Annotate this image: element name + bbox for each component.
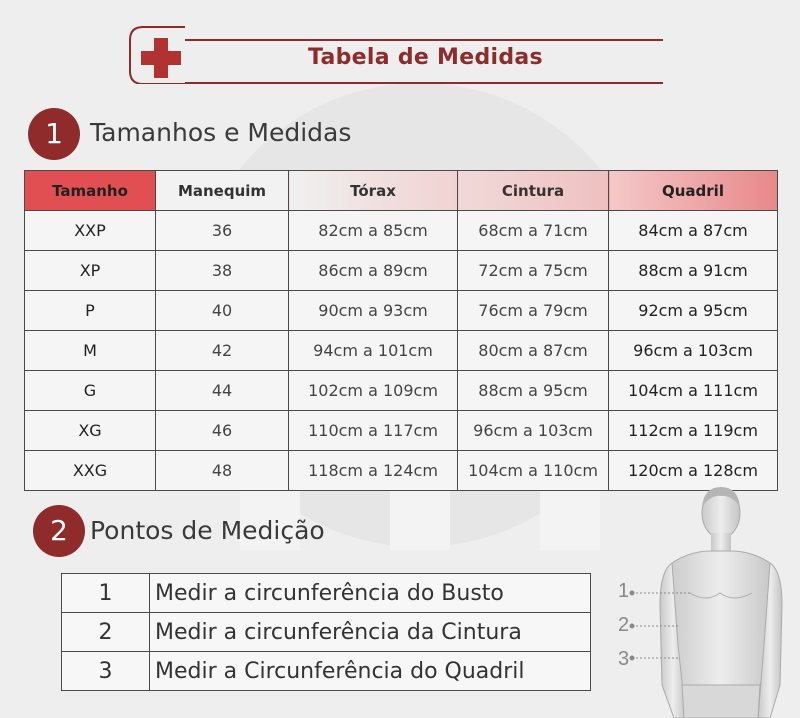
cell-tamanho: G [25, 371, 156, 411]
cell-quadril: 84cm a 87cm [609, 211, 778, 251]
cell-manequim: 48 [156, 451, 289, 491]
marker-label-1: 1 [618, 580, 630, 602]
cell-manequim: 46 [156, 411, 289, 451]
size-table [24, 170, 778, 491]
cell-cintura: 96cm a 103cm [458, 411, 609, 451]
cell-tamanho: XP [25, 251, 156, 291]
cell-cintura: 80cm a 87cm [458, 331, 609, 371]
point-number: 1 [62, 574, 150, 613]
cell-manequim: 36 [156, 211, 289, 251]
cell-manequim: 40 [156, 291, 289, 331]
size-table-row [25, 331, 778, 371]
cell-manequim: 44 [156, 371, 289, 411]
measurement-point-row [62, 613, 591, 652]
section-2-title: Pontos de Medição [90, 516, 325, 545]
cell-torax: 90cm a 93cm [289, 291, 458, 331]
size-table-header-row [25, 171, 778, 211]
header-rule-top [185, 39, 663, 41]
size-table-row [25, 291, 778, 331]
marker-label-2: 2 [618, 614, 630, 636]
cell-quadril: 92cm a 95cm [609, 291, 778, 331]
cell-quadril: 120cm a 128cm [609, 451, 778, 491]
point-description: Medir a circunferência da Cintura [150, 613, 591, 652]
cell-quadril: 104cm a 111cm [609, 371, 778, 411]
plus-cross-icon [128, 14, 198, 84]
col-header-manequim: Manequim [156, 171, 289, 211]
cell-torax: 102cm a 109cm [289, 371, 458, 411]
size-table-row [25, 211, 778, 251]
size-table-row [25, 251, 778, 291]
col-header-cintura: Cintura [458, 171, 609, 211]
cell-quadril: 112cm a 119cm [609, 411, 778, 451]
marker-label-3: 3 [618, 648, 630, 670]
header-rule-bottom [185, 82, 663, 84]
section-2-number: 2 [33, 505, 85, 557]
cell-quadril: 88cm a 91cm [609, 251, 778, 291]
cell-cintura: 104cm a 110cm [458, 451, 609, 491]
size-table-row [25, 371, 778, 411]
measurement-points-table [61, 573, 591, 691]
point-number: 2 [62, 613, 150, 652]
cell-manequim: 42 [156, 331, 289, 371]
cell-torax: 94cm a 101cm [289, 331, 458, 371]
measurement-point-row [62, 574, 591, 613]
cell-tamanho: XG [25, 411, 156, 451]
cell-tamanho: M [25, 331, 156, 371]
page-title: Tabela de Medidas [308, 45, 543, 70]
cell-quadril: 96cm a 103cm [609, 331, 778, 371]
cell-manequim: 38 [156, 251, 289, 291]
cell-torax: 110cm a 117cm [289, 411, 458, 451]
point-description: Medir a Circunferência do Quadril [150, 652, 591, 691]
col-header-quadril: Quadril [609, 171, 778, 211]
cell-cintura: 72cm a 75cm [458, 251, 609, 291]
cell-tamanho: XXP [25, 211, 156, 251]
cell-torax: 86cm a 89cm [289, 251, 458, 291]
col-header-tamanho: Tamanho [25, 171, 156, 211]
size-table-row [25, 411, 778, 451]
cell-cintura: 88cm a 95cm [458, 371, 609, 411]
measurement-point-row [62, 652, 591, 691]
section-1-number: 1 [28, 108, 80, 160]
cell-torax: 82cm a 85cm [289, 211, 458, 251]
section-1-title: Tamanhos e Medidas [90, 118, 352, 147]
cell-torax: 118cm a 124cm [289, 451, 458, 491]
cell-cintura: 76cm a 79cm [458, 291, 609, 331]
body-figure [610, 485, 800, 718]
cell-cintura: 68cm a 71cm [458, 211, 609, 251]
col-header-torax: Tórax [289, 171, 458, 211]
point-number: 3 [62, 652, 150, 691]
cell-tamanho: XXG [25, 451, 156, 491]
point-description: Medir a circunferência do Busto [150, 574, 591, 613]
cell-tamanho: P [25, 291, 156, 331]
